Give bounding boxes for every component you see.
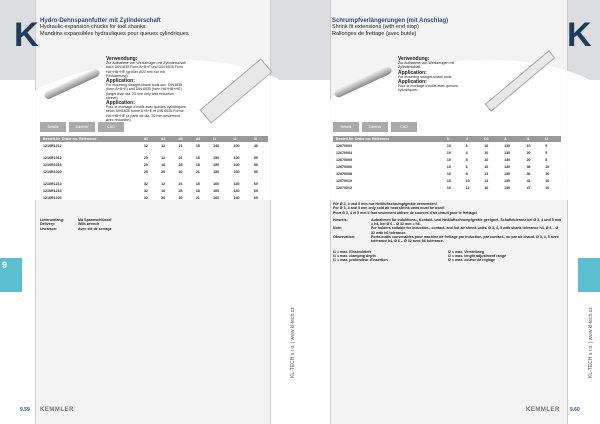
table-cell: 12670003 xyxy=(336,143,352,148)
note-value: Aufnahmen für Induktions-, Kontakt- und Heißluftschrumpfgeräte geeignet. Schaftdoleranz bei Ø 3, 4 und 5 mm = h4, bei Ø 6 – Ø 32 mm = h6. xyxy=(371,217,562,227)
column-header: l2 xyxy=(231,136,251,142)
table-cell: 10 xyxy=(446,157,451,162)
table-cell: 12670012 xyxy=(336,185,352,190)
table-cell: 15 xyxy=(195,143,200,148)
table-cell: 18 xyxy=(195,162,200,167)
vertical-footer: KL-TECH s.r.o. | www.kl-tech.cz xyxy=(290,307,296,378)
table-cell: 47 xyxy=(526,185,531,190)
table-cell: 20 xyxy=(143,162,148,167)
table-cell: 12 xyxy=(158,154,175,161)
column-header: Bestell-Nr. Order no. Référence xyxy=(333,136,444,142)
column-header: l1 xyxy=(524,136,543,142)
note-label: Hinweis: xyxy=(333,217,348,222)
table-cell: 140 xyxy=(233,181,240,186)
delivery-notes xyxy=(40,218,112,231)
table-cell: 20 xyxy=(526,157,531,162)
product-description: Verwendung: Zur Aufnahme von Werkzeugen mit Zylinderschaft. Application: For mounting straight-shank tools. Application: Pour le montage d'outils avec queues cylindriques. xyxy=(398,56,458,93)
brand-name: KEMMLER xyxy=(526,407,560,413)
legend-item: l2 = max. length adjustment range xyxy=(448,253,507,258)
table-cell: 30 xyxy=(178,195,183,200)
vertical-footer: KL-TECH s.r.o. | www.kl-tech.cz xyxy=(588,307,594,378)
note-value: Mit Spannschlüssel xyxy=(78,218,112,222)
table-cell: 15 xyxy=(195,181,200,186)
table-cell: 150 xyxy=(213,162,220,167)
tab-cad[interactable]: CAD xyxy=(391,122,417,132)
table-cell: 1216R1020 xyxy=(40,168,141,175)
table-cell: 4 xyxy=(463,149,482,156)
tab-bar xyxy=(333,122,417,132)
table-cell: 12670010 xyxy=(333,177,444,184)
table-cell: 100 xyxy=(233,162,240,167)
column-header: l2 xyxy=(542,136,561,142)
table-row xyxy=(40,154,268,161)
table-row xyxy=(40,194,268,201)
table-cell: 1216R1212 xyxy=(43,181,62,186)
table-cell: 16 xyxy=(161,162,166,167)
note-row xyxy=(333,218,563,227)
table-cell: 10 xyxy=(444,177,463,184)
table-cell: 21 xyxy=(193,168,210,175)
page-number: 9.60 xyxy=(570,407,580,413)
tab-cad[interactable]: CAD xyxy=(98,122,124,132)
legend-item: l1 = max. Einstecktiefe xyxy=(333,249,372,254)
table-cell: 18 xyxy=(193,187,210,194)
table-cell: 130 xyxy=(504,157,511,162)
table-row xyxy=(333,163,561,170)
column-header: d4 xyxy=(193,136,210,142)
table-cell: 20 xyxy=(141,168,158,175)
table-cell: 10 xyxy=(481,163,501,170)
table-cell: 150 xyxy=(210,168,230,175)
column-header: d xyxy=(463,136,482,142)
table-cell: 10 xyxy=(526,143,531,148)
tab-bar xyxy=(40,122,124,132)
table-cell: 14 xyxy=(481,177,501,184)
table-cell: 5 xyxy=(465,157,468,162)
table-row xyxy=(40,142,268,149)
note-row xyxy=(333,226,563,235)
table-cell: 10 xyxy=(446,143,451,148)
table-cell: 6 xyxy=(463,163,482,170)
table-cell: 10 xyxy=(444,149,463,156)
table-cell: 25 xyxy=(175,187,192,194)
table-row xyxy=(333,177,561,184)
product-table xyxy=(333,136,561,191)
table-cell: 21 xyxy=(195,195,200,200)
column-header: l1 xyxy=(210,136,230,142)
note-label: Lieferumfang: xyxy=(40,218,64,222)
note-row xyxy=(333,235,563,244)
product-description: Verwendung: Zur Aufnahme von Werkzeugen mit Zylinderschaft nach DIN1835 Form A+B+E und DIN 6535 Form HA+HB+HE (größer Ø20 mm nur mit Reduzierung). Application: For mounting straight-shank tools acc. DIN1835 (form A+B+E) and DIN 6535 (form HA+HB+HE) (larger than dia. 20 mm only with reduction sleeve). Application: Pour le montage d'outils avec queues cylindriques selon DIN1835 forme A+B+E et DIN 6535 Forme HA+HB+HE (à partir de dia. 20 mm seulement avec réduction). xyxy=(106,56,186,122)
table-cell: 130 xyxy=(501,163,523,170)
table-cell: 150 xyxy=(210,154,230,161)
tab-details[interactable]: Details xyxy=(40,122,66,132)
tab-details[interactable]: Details xyxy=(333,122,359,132)
table-cell: 20 xyxy=(161,195,166,200)
tab-accessories[interactable]: Zubehör xyxy=(362,122,388,132)
table-cell: 50 xyxy=(251,154,268,161)
table-cell: 15 xyxy=(193,154,210,161)
table-cell: 8 xyxy=(465,171,468,176)
table-cell: 12670008 xyxy=(336,171,352,176)
table-cell: 10 xyxy=(484,157,489,162)
table-row xyxy=(333,142,561,149)
table-cell: 12 xyxy=(465,185,470,190)
table-cell: 10 xyxy=(463,177,482,184)
note-value: With wrench xyxy=(78,222,100,227)
section-tab[interactable]: 9 xyxy=(0,258,22,292)
table-cell: 5 xyxy=(545,157,548,162)
table-cell: 60 xyxy=(251,187,268,194)
legend-item: l2 = max. course de réglage xyxy=(448,258,496,263)
table-cell: 60 xyxy=(253,181,258,186)
table-cell: 32 xyxy=(143,181,148,186)
table-cell: 160 xyxy=(213,195,220,200)
table-cell: 1216R1220 xyxy=(43,195,62,200)
table-cell: 10 xyxy=(545,171,550,176)
table-cell: 21 xyxy=(178,181,183,186)
table-cell: 36 xyxy=(524,163,543,170)
table-cell: 130 xyxy=(504,171,511,176)
table-cell: 160 xyxy=(210,187,230,194)
legend xyxy=(333,250,563,263)
legend-item: l1 = max. clamping depth xyxy=(333,253,376,258)
kemmler-logo: K xyxy=(567,16,592,54)
table-row xyxy=(333,156,561,163)
column-header: d1 xyxy=(141,136,158,142)
table-cell: 10 xyxy=(542,177,561,184)
note-label: Note: xyxy=(333,226,343,231)
table-cell: 5 xyxy=(545,143,548,148)
note-value: For holders suitable for induction-, contact- and hot air shrink units. Ø 3, 4, 5 with shank tolerance h4, Ø 6 – Ø 32 with h6 tolerance. xyxy=(371,226,559,235)
legend-item: l2 = max. Verstellweg xyxy=(448,249,485,254)
note-row xyxy=(40,227,112,231)
table-cell: 10 xyxy=(444,163,463,170)
table-cell: 32 xyxy=(143,195,148,200)
table-cell: 21 xyxy=(175,154,192,161)
table-cell: 140 xyxy=(233,195,240,200)
note-label: Livraison: xyxy=(40,226,58,231)
table-cell: 1216R1012 xyxy=(40,154,141,161)
table-cell: 12 xyxy=(143,143,148,148)
table-cell: 12670005 xyxy=(336,157,352,162)
table-cell: 12 xyxy=(161,181,166,186)
table-cell: 3 xyxy=(465,143,468,148)
table-cell: 130 xyxy=(504,143,511,148)
table-cell: 5 xyxy=(542,149,561,156)
table-row xyxy=(40,180,268,187)
table-cell: 20 xyxy=(524,149,543,156)
table-cell: 100 xyxy=(231,168,251,175)
brand-name: KEMMLER xyxy=(40,407,74,413)
table-cell: 12670004 xyxy=(333,149,444,156)
kemmler-logo: K xyxy=(14,16,39,54)
table-cell: 50 xyxy=(253,162,258,167)
table-cell: 10 xyxy=(481,149,501,156)
table-cell: 32 xyxy=(141,187,158,194)
notes-block xyxy=(333,202,563,263)
table-cell: 10 xyxy=(545,185,550,190)
table-cell: 10 xyxy=(446,171,451,176)
column-header: d3 xyxy=(175,136,192,142)
column-header: Bestell-Nr. Order no. Référence xyxy=(40,136,141,142)
table-cell: 130 xyxy=(501,177,523,184)
table-row xyxy=(333,170,561,177)
column-header: D xyxy=(444,136,463,142)
note-label: Delivery: xyxy=(40,222,56,227)
table-cell: 16 xyxy=(158,187,175,194)
legend-item: l1 = max. profondeur d'insertion xyxy=(333,258,388,263)
table-cell: 21 xyxy=(178,143,183,148)
table-cell: 140 xyxy=(213,143,220,148)
warning-line: Für Ø 3, 4 und 5 mm nur Heißluftschrumpfgeräte verwenden! xyxy=(333,202,437,206)
table-cell: 1216R1212 xyxy=(43,143,62,148)
column-header: d2 xyxy=(158,136,175,142)
table-cell: 1216R1016 xyxy=(43,162,62,167)
product-table xyxy=(40,136,268,201)
page-number: 9.59 xyxy=(20,407,30,413)
table-row xyxy=(40,161,268,168)
table-cell: 20 xyxy=(158,168,175,175)
table-cell: 30 xyxy=(175,168,192,175)
table-cell: 100 xyxy=(231,154,251,161)
table-cell: 20 xyxy=(141,154,158,161)
section-tab[interactable] xyxy=(578,258,600,292)
table-cell: 12 xyxy=(161,143,166,148)
table-row xyxy=(40,187,268,194)
table-cell: 60 xyxy=(253,195,258,200)
table-cell: 100 xyxy=(233,143,240,148)
column-header: A xyxy=(501,136,523,142)
table-row xyxy=(333,149,561,156)
table-cell: 41 xyxy=(524,177,543,184)
product-title: Schrumpfverlängerungen (mit Anschlag) Shrink fit extensions (with end stop) Rallonges de frettage (avec butée) xyxy=(332,18,449,37)
table-cell: 13 xyxy=(484,171,489,176)
table-cell: 25 xyxy=(178,162,183,167)
note-label: Observation: xyxy=(333,235,356,240)
table-cell: 10 xyxy=(446,185,451,190)
warning-line: For Ø 3, 4 and 5 mm only cold air heat shrink units must be used! xyxy=(333,206,445,211)
column-header: D1 xyxy=(481,136,501,142)
tab-accessories[interactable]: Zubehör xyxy=(69,122,95,132)
table-cell: 16 xyxy=(484,185,489,190)
column-header: l3 xyxy=(251,136,268,142)
table-cell: 130 xyxy=(501,149,523,156)
table-row xyxy=(40,168,268,175)
table-cell: 36 xyxy=(526,171,531,176)
table-cell: 50 xyxy=(251,168,268,175)
warning-line: Pour Ø 3, 4 et 5 mm il faut seulement utiliser de sources d'air chaud pour le frettage! xyxy=(333,210,478,215)
product-title: Hydro-Dehnspannfutter mit Zylinderschaft Hydraulic expansion chucks for tool shanks Mandrins expansibles hydrauliques pour queues cylindriques xyxy=(40,18,189,37)
table-cell: 12670006 xyxy=(333,163,444,170)
table-cell: 10 xyxy=(484,143,489,148)
table-cell: 10 xyxy=(542,163,561,170)
table-cell: 1216R1216 xyxy=(40,187,141,194)
table-row xyxy=(333,184,561,191)
note-value: Porte-outils convenables pour machine de frettage par induction, par contact-, ou par air chaud. Ø 3, 4, 5 avec tolérance h4, Ø 6 – Ø 32 avec h6 tolérance. xyxy=(371,235,559,244)
note-value: Avec clé de serrage xyxy=(78,226,112,231)
table-cell: 46 xyxy=(253,143,258,148)
table-cell: 130 xyxy=(504,185,511,190)
table-cell: 160 xyxy=(213,181,220,186)
table-cell: 140 xyxy=(231,187,251,194)
